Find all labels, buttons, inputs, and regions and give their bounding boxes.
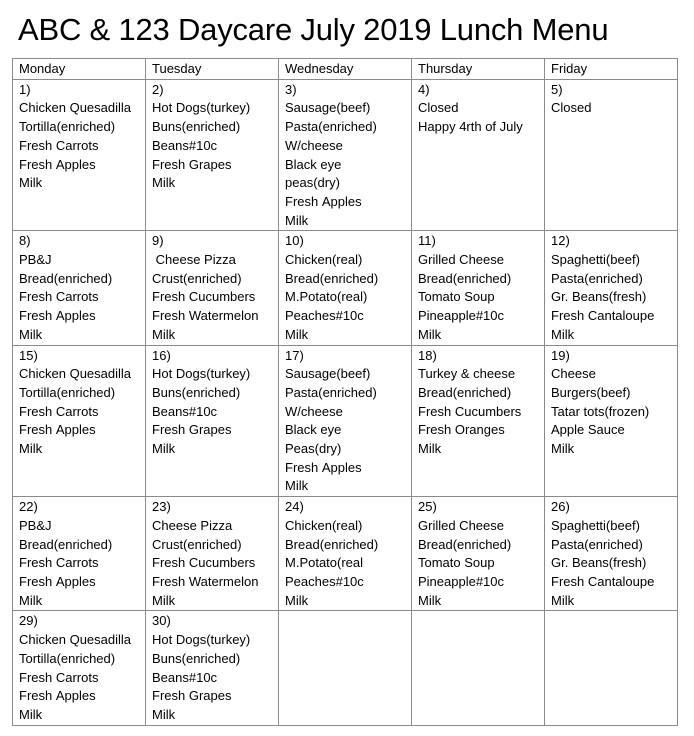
menu-cell-thursday xyxy=(412,345,545,497)
menu-item: Fresh Grapes xyxy=(152,156,232,172)
menu-item: Milk xyxy=(285,326,309,342)
day-header-tuesday: Tuesday xyxy=(146,59,279,80)
date-number: 30) xyxy=(152,613,171,629)
menu-item: Beans#10c xyxy=(152,137,218,153)
date-number: 23) xyxy=(152,499,171,515)
menu-item: Bread(enriched) xyxy=(418,270,512,286)
menu-item: Milk xyxy=(152,592,176,608)
menu-item: Tortilla(enriched) xyxy=(19,119,116,135)
menu-item: Fresh Watermelon xyxy=(152,308,259,324)
date-number: 25) xyxy=(418,499,437,515)
menu-item: Tortilla(enriched) xyxy=(19,384,116,400)
menu-item: Beans#10c xyxy=(152,669,218,685)
date-number: 4) xyxy=(418,81,430,97)
menu-item: Chicken Quesadilla xyxy=(19,100,132,116)
menu-cell-wednesday xyxy=(279,345,412,497)
date-number: 2) xyxy=(152,81,164,97)
menu-item: Bread(enriched) xyxy=(19,270,113,286)
menu-item: Milk xyxy=(19,592,43,608)
week-row xyxy=(13,497,678,611)
menu-item: Milk xyxy=(285,478,309,494)
empty-cell xyxy=(545,611,678,725)
menu-item: Milk xyxy=(19,706,43,722)
menu-item: peas(dry) xyxy=(285,175,340,191)
menu-item: Spaghetti(beef) xyxy=(551,517,640,533)
lunch-menu-table xyxy=(12,58,678,726)
header-row xyxy=(13,59,678,80)
menu-item: Apple Sauce xyxy=(551,422,625,438)
menu-item: Fresh Apples xyxy=(285,193,362,209)
date-number: 17) xyxy=(285,347,304,363)
menu-cell-monday xyxy=(13,345,146,497)
menu-item: Milk xyxy=(152,175,176,191)
menu-item: Fresh Cantaloupe xyxy=(551,308,655,324)
menu-item: Hot Dogs(turkey) xyxy=(152,100,251,116)
menu-item: Fresh Carrots xyxy=(19,137,99,153)
menu-item: Cheese Pizza xyxy=(152,252,236,268)
menu-item: Black eye xyxy=(285,422,342,438)
menu-item: Milk xyxy=(19,175,43,191)
menu-item: Milk xyxy=(152,706,176,722)
menu-cell-monday xyxy=(13,497,146,611)
menu-item: Hot Dogs(turkey) xyxy=(152,366,251,382)
date-number: 26) xyxy=(551,499,570,515)
menu-item: Crust(enriched) xyxy=(152,536,242,552)
menu-item: Milk xyxy=(551,441,575,457)
menu-item: Peaches#10c xyxy=(285,573,364,589)
menu-item: Bread(enriched) xyxy=(19,536,113,552)
week-row xyxy=(13,79,678,231)
menu-item: Milk xyxy=(418,592,442,608)
week-row xyxy=(13,231,678,345)
date-number: 16) xyxy=(152,347,171,363)
menu-item: Happy 4rth of July xyxy=(418,119,523,135)
menu-item: Beans#10c xyxy=(152,403,218,419)
menu-item: Fresh Cucumbers xyxy=(152,289,256,305)
menu-item: PB&J xyxy=(19,517,52,533)
menu-item: Chicken(real) xyxy=(285,517,363,533)
week-row xyxy=(13,611,678,725)
menu-cell-tuesday xyxy=(146,345,279,497)
menu-item: Fresh Apples xyxy=(19,573,96,589)
menu-cell-thursday xyxy=(412,231,545,345)
menu-item: Pasta(enriched) xyxy=(551,536,643,552)
menu-cell-wednesday xyxy=(279,497,412,611)
date-number: 24) xyxy=(285,499,304,515)
menu-item: Fresh Apples xyxy=(285,459,362,475)
menu-item: Milk xyxy=(19,326,43,342)
menu-item: Pineapple#10c xyxy=(418,573,505,589)
day-header-thursday: Thursday xyxy=(412,59,545,80)
menu-item: Black eye xyxy=(285,156,342,172)
menu-item: Milk xyxy=(285,592,309,608)
menu-item: Buns(enriched) xyxy=(152,650,241,666)
menu-item: Burgers(beef) xyxy=(551,384,631,400)
date-number: 19) xyxy=(551,347,570,363)
date-number: 22) xyxy=(19,499,38,515)
menu-item: Milk xyxy=(152,326,176,342)
day-header-wednesday: Wednesday xyxy=(279,59,412,80)
menu-item: Gr. Beans(fresh) xyxy=(551,289,647,305)
menu-item: Milk xyxy=(551,592,575,608)
date-number: 5) xyxy=(551,81,563,97)
menu-item: Grilled Cheese xyxy=(418,252,504,268)
menu-item: Cheese xyxy=(551,366,596,382)
date-number: 15) xyxy=(19,347,38,363)
menu-item: PB&J xyxy=(19,252,52,268)
date-number: 3) xyxy=(285,81,297,97)
menu-item: Fresh Carrots xyxy=(19,289,99,305)
menu-item: Fresh Cantaloupe xyxy=(551,573,655,589)
menu-item: Milk xyxy=(551,326,575,342)
menu-item: Tomato Soup xyxy=(418,289,495,305)
date-number: 18) xyxy=(418,347,437,363)
menu-item: Milk xyxy=(19,441,43,457)
menu-cell-friday xyxy=(545,79,678,231)
menu-item: Gr. Beans(fresh) xyxy=(551,555,647,571)
menu-item: Hot Dogs(turkey) xyxy=(152,632,251,648)
menu-item: Fresh Carrots xyxy=(19,403,99,419)
menu-item: Fresh Oranges xyxy=(418,422,505,438)
week-row xyxy=(13,345,678,497)
menu-item: Fresh Apples xyxy=(19,156,96,172)
menu-cell-friday xyxy=(545,497,678,611)
page-title: ABC & 123 Daycare July 2019 Lunch Menu xyxy=(18,12,609,47)
menu-cell-monday xyxy=(13,231,146,345)
menu-item: Fresh Cucumbers xyxy=(418,403,522,419)
day-header-monday: Monday xyxy=(13,59,146,80)
menu-item: Buns(enriched) xyxy=(152,119,241,135)
menu-cell-friday xyxy=(545,345,678,497)
menu-item: Cheese Pizza xyxy=(152,517,233,533)
menu-item: Milk xyxy=(285,212,309,228)
menu-item: Bread(enriched) xyxy=(418,384,512,400)
menu-item: M.Potato(real xyxy=(285,555,364,571)
menu-cell-thursday xyxy=(412,79,545,231)
menu-item: Chicken(real) xyxy=(285,252,363,268)
menu-item: Milk xyxy=(152,441,176,457)
menu-item: Fresh Cucumbers xyxy=(152,555,256,571)
menu-cell-thursday xyxy=(412,497,545,611)
menu-item: Peaches#10c xyxy=(285,308,364,324)
day-header-friday: Friday xyxy=(545,59,678,80)
menu-item: Tatar tots(frozen) xyxy=(551,403,650,419)
menu-item: Crust(enriched) xyxy=(152,270,242,286)
menu-item: Milk xyxy=(418,326,442,342)
menu-item: Fresh Apples xyxy=(19,688,96,704)
date-number: 10) xyxy=(285,233,304,249)
menu-item: Tomato Soup xyxy=(418,555,495,571)
menu-item: W/cheese xyxy=(285,137,343,153)
menu-item: Fresh Grapes xyxy=(152,422,232,438)
menu-item: Bread(enriched) xyxy=(285,270,379,286)
menu-item: Spaghetti(beef) xyxy=(551,252,640,268)
menu-item: Chicken Quesadilla xyxy=(19,366,132,382)
date-number: 12) xyxy=(551,233,570,249)
empty-cell xyxy=(412,611,545,725)
menu-item: Closed xyxy=(418,100,459,116)
menu-cell-monday xyxy=(13,79,146,231)
menu-cell-wednesday xyxy=(279,231,412,345)
menu-item: Pasta(enriched) xyxy=(551,270,643,286)
menu-item: Pineapple#10c xyxy=(418,308,505,324)
menu-item: Grilled Cheese xyxy=(418,517,504,533)
menu-item: Sausage(beef) xyxy=(285,366,371,382)
menu-item: Pasta(enriched) xyxy=(285,384,377,400)
menu-item: Sausage(beef) xyxy=(285,100,371,116)
menu-item: Bread(enriched) xyxy=(418,536,512,552)
menu-cell-monday xyxy=(13,611,146,725)
menu-item: Milk xyxy=(418,441,442,457)
menu-cell-tuesday xyxy=(146,497,279,611)
menu-item: Pasta(enriched) xyxy=(285,119,377,135)
menu-item: Closed xyxy=(551,100,592,116)
menu-item: Fresh Carrots xyxy=(19,555,99,571)
empty-cell xyxy=(279,611,412,725)
menu-item: Peas(dry) xyxy=(285,441,342,457)
menu-item: M.Potato(real) xyxy=(285,289,368,305)
date-number: 29) xyxy=(19,613,38,629)
menu-item: Fresh Apples xyxy=(19,422,96,438)
menu-cell-friday xyxy=(545,231,678,345)
menu-cell-wednesday xyxy=(279,79,412,231)
menu-item: Fresh Watermelon xyxy=(152,573,259,589)
date-number: 11) xyxy=(418,233,436,249)
menu-item: W/cheese xyxy=(285,403,343,419)
date-number: 1) xyxy=(19,81,31,97)
date-number: 9) xyxy=(152,233,164,249)
menu-item: Tortilla(enriched) xyxy=(19,650,116,666)
menu-item: Buns(enriched) xyxy=(152,384,241,400)
menu-item: Turkey & cheese xyxy=(418,366,516,382)
menu-item: Chicken Quesadilla xyxy=(19,632,132,648)
menu-cell-tuesday xyxy=(146,611,279,725)
date-number: 8) xyxy=(19,233,31,249)
menu-item: Fresh Apples xyxy=(19,308,96,324)
menu-item: Fresh Grapes xyxy=(152,688,232,704)
menu-cell-tuesday xyxy=(146,231,279,345)
menu-cell-tuesday xyxy=(146,79,279,231)
menu-item: Bread(enriched) xyxy=(285,536,379,552)
menu-item: Fresh Carrots xyxy=(19,669,99,685)
